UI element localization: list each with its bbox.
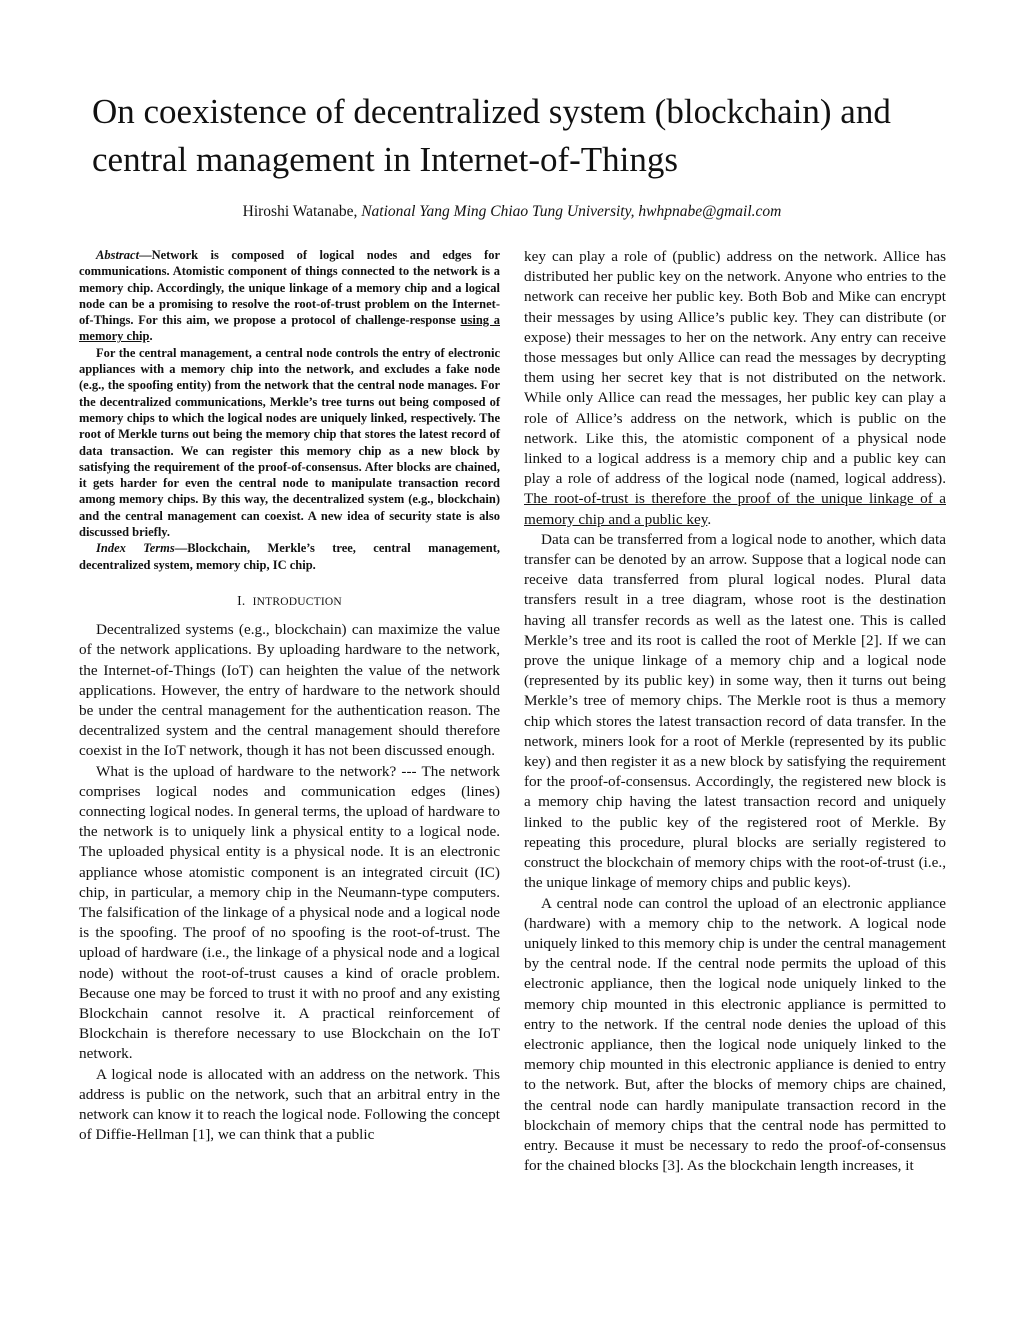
abstract <box>79 247 500 573</box>
intro-paragraph-6: A central node can control the upload of an electronic appliance (hardware) with a memory chip to the network. A logical node uniquely linked to this memory chip is under the central management by the central node. If the central node permits the upload of this electronic appliance, then the logical node uniquely linked to the memory chip mounted in this electronic appliance is permitted to entry to the network. If the central node denies the upload of this electronic appliance, then the logical node uniquely linked to the memory chip mounted in this electronic appliance is denied to entry to the network. But, after the blocks of memory chips are chained, the central node can hardly manipulate transaction record in the blockchain of memory chips that the central node has permitted to entry. Because it must be necessary to redo the proof-of-consensus for the chained blocks [3]. As the blockchain length increases, it <box>524 894 946 1175</box>
abstract-paragraph-1: Abstract—Network is composed of logical nodes and edges for communications. Atomistic component of things connected to the network is a memory chip. Accordingly, the unique linkage of a memory chip and a logical node can be a promising to resolve the root-of-trust problem on the Internet-of-Things. For this aim, we propose a protocol of challenge-response using a memory chip. <box>79 248 500 344</box>
intro-paragraph-1: Decentralized systems (e.g., blockchain) can maximize the value of the network applications. By uploading hardware to the network, the Internet-of-Things (IoT) can heighten the value of the network applications. However, the entry of hardware to the network should be under the central management for the authentication reason. The decentralized system and the central management should therefore coexist in the IoT network, though it has not been discussed enough. <box>79 621 500 760</box>
left-column <box>79 247 500 1145</box>
intro-paragraph-2: What is the upload of hardware to the network? --- The network comprises logical nodes and communication edges (lines) connecting logical nodes. In general terms, the upload of hardware to the network is to uniquely link a physical entity to a logical node. The uploaded physical entity is a physical node. It is an electronic appliance whose atomistic component is an integrated circuit (IC) chip, in particular, a memory chip in the Neumann-type computers. The falsification of the linkage of a physical node and a logical node is the spoofing. The proof of no spoofing is the root-of-trust. The upload of hardware (i.e., the linkage of a physical node and a logical node) without the root-of-trust causes a kind of oracle problem. Because one may be forced to trust it with no proof and any existing Blockchain cannot resolve it. A practical reinforcement of Blockchain is therefore necessary to use Blockchain on the IoT network. <box>79 762 500 1063</box>
index-terms: Index Terms—Blockchain, Merkle’s tree, central management, decentralized system, memory chip, IC chip. <box>79 541 500 572</box>
index-terms-label: Index Terms <box>96 541 175 556</box>
root-of-trust-statement: The root-of-trust is therefore the proof of the unique linkage of a memory chip and a public key <box>524 490 946 528</box>
intro-paragraph-4: key can play a role of (public) address on the network. Allice has distributed her public key on the network. Anyone who entries to the network can receive her public key. Both Bob and Mike can encrypt their messages by using Allice’s public key. They can distribute (or expose) their messages to her on the network. Any entry can receive those messages but only Allice can read the messages by decrypting them using her secret key that is not distributed on the network. While only Allice can read the messages, her public key can play a role of Allice’s address on the network, which is public on the network. Like this, the atomistic component of a physical node linked to a logical address is a memory chip and a public key can play a role of address of the logical node (named, logical address). The root-of-trust is therefore the proof of the unique linkage of a memory chip and a public key. <box>524 248 946 528</box>
intro-paragraph-3: A logical node is allocated with an address on the network. This address is public on the network, such that an arbitral entry in the network can know it to reach the logical node. Following the concept of Diffie-Hellman [1], we can think that a public <box>79 1065 500 1144</box>
section-title: INTRODUCTION <box>252 595 342 608</box>
abstract-paragraph-2: For the central management, a central node controls the entry of electronic appliances with a memory chip into the network, and excludes a fake node (e.g., the spoofing entity) from the network that the central node manages. For the decentralized communications, Merkle’s tree turns out being composed of memory chips to which the logical nodes are uniquely linked, respectively. The root of Merkle turns out being the memory chip that stores the latest record of data transaction. We can register this memory chip as a new block by satisfying the requirement of the proof-of-consensus. After blocks are chained, it gets harder for even the central node to manipulate transaction record among memory chips. By this way, the decentralized system (e.g., blockchain) and the central management can coexist. A new idea of security state is also discussed briefly. <box>79 345 500 540</box>
author-affiliation: National Yang Ming Chiao Tung University, hwhpnabe@gmail.com <box>361 203 782 220</box>
abstract-underlined: using a memory chip <box>79 313 500 344</box>
section-number: I. <box>237 592 246 608</box>
author-line: Hiroshi Watanabe, National Yang Ming Chiao Tung University, hwhpnabe@gmail.com <box>242 203 782 220</box>
author-name: Hiroshi Watanabe <box>242 203 354 220</box>
section-heading <box>79 591 500 612</box>
right-column <box>524 247 946 1176</box>
abstract-label: Abstract <box>96 248 140 262</box>
intro-paragraph-5: Data can be transferred from a logical node to another, which data transfer can be denoted by an arrow. Suppose that a logical node can receive data transferred from plural logical nodes. Plural data transfers result in a tree diagram, whose root is the destination having all transfer records as well as the latest one. This is called Merkle’s tree and its root is called the root of Merkle [2]. If we can prove the unique linkage of a memory chip and a logical node (represented by its public key) in some way, then it turns out being Merkle’s tree of memory chips. The Merkle root is thus a memory chip which stores the latest transaction record of data transfer. In the network, miners look for a root of Merkle (represented by its public key) and then register it as a new block by satisfying the requirement for the proof-of-consensus. Accordingly, the registered new block is a memory chip having the latest transaction record and uniquely linked to the public key of the registered root of Merkle. By repeating this procedure, plural blocks are serially registered to construct the blockchain of memory chips with the root-of-trust (i.e., the unique linkage of memory chips and public keys). <box>524 530 946 892</box>
paper-title: On coexistence of decentralized system (blockchain) and central management in Internet-of-Things <box>92 92 891 179</box>
